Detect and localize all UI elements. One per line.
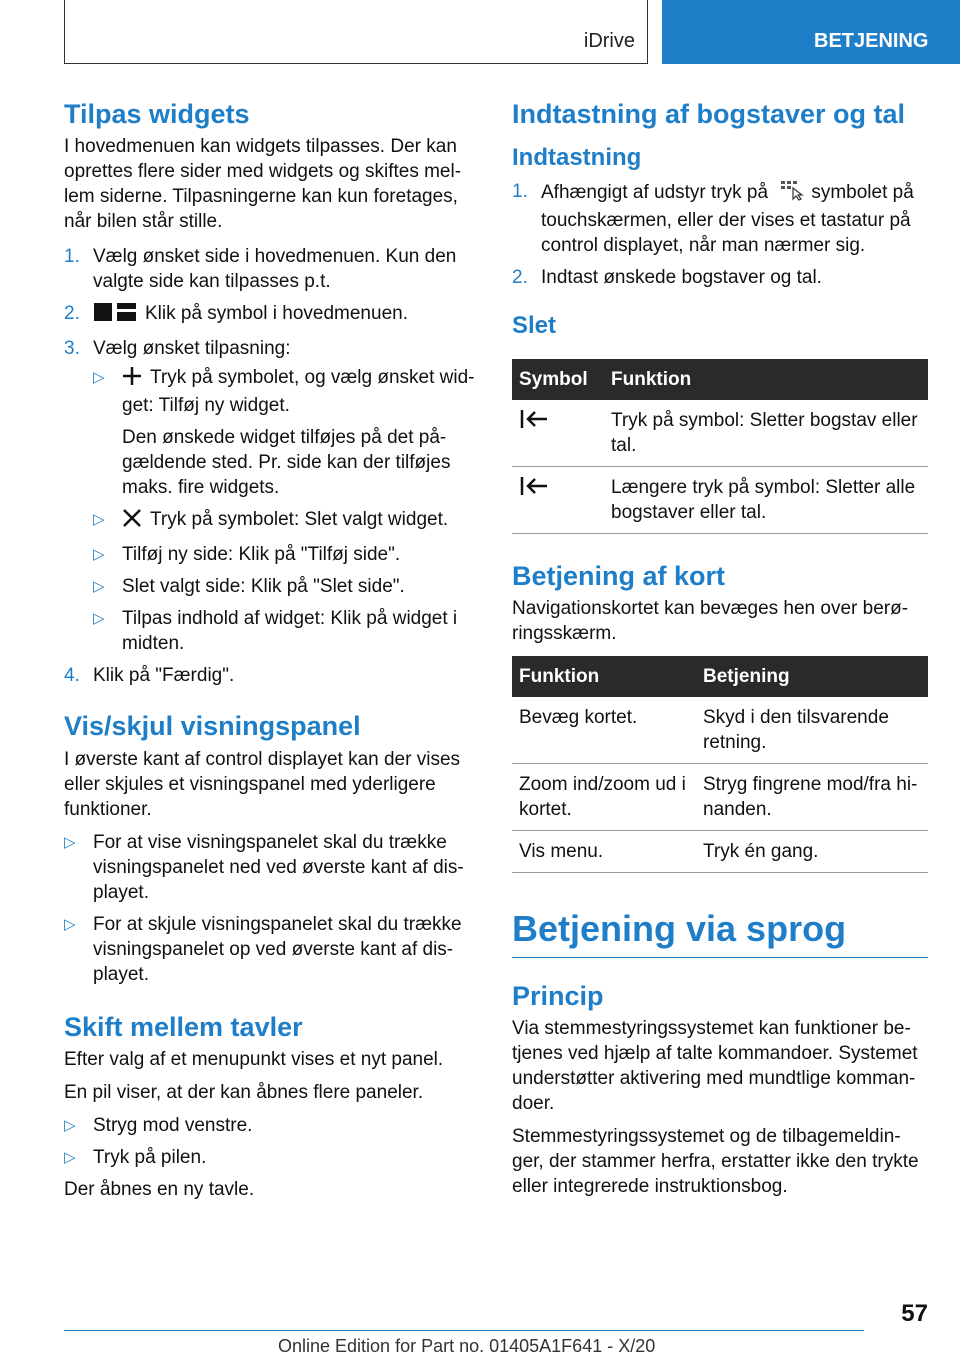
table-cell: Zoom ind/zoom ud i kortet.: [512, 764, 696, 831]
table-cell: Skyd i den tilsvarende retning.: [696, 697, 928, 764]
step-item: [64, 663, 478, 688]
option-text: Tilføj ny side: Klik på "Tilføj side".: [122, 544, 401, 566]
triangle-bullet-icon: ▷: [93, 578, 105, 596]
table-cell: Bevæg kortet.: [512, 697, 696, 764]
triangle-bullet-icon: ▷: [64, 1149, 76, 1167]
list-item: [93, 507, 478, 535]
intro-paragraph: I øverste kant af control displayet kan der vises eller skjules et visningspanel med yderligere funktioner.: [64, 748, 461, 820]
list-item: [64, 1113, 478, 1138]
table-header-cell: Funktion: [512, 656, 696, 697]
step-number: 4.: [64, 665, 80, 687]
chapter-title-betjening-via-sprog: Betjening via sprog: [512, 907, 928, 957]
table-cell: Tryk én gang.: [696, 831, 928, 873]
triangle-bullet-icon: ▷: [64, 915, 76, 933]
plus-icon: [122, 366, 142, 393]
step-text-pre: Afhængigt af udstyr tryk på: [541, 182, 769, 204]
section-title-skift-tavler: Skift mellem tavler: [64, 1011, 303, 1042]
header-box: [64, 0, 648, 64]
triangle-bullet-icon: ▷: [64, 1117, 76, 1135]
step-text: Vælg ønsket tilpasning:: [93, 338, 291, 360]
table-cell-function: Længere tryk på symbol: Sletter alle bogstaver eller tal.: [604, 466, 928, 533]
intro-paragraph: Navigationskortet kan bevæges hen over berø-ringsskærm.: [512, 598, 909, 645]
backspace-icon: [519, 481, 551, 502]
table-row: [512, 831, 928, 873]
option-note: Den ønskede widget tilføjes på det på-gældende sted. Pr. side kan der tilføjes maks. fire widgets.: [122, 427, 451, 499]
step-number: 1.: [64, 246, 80, 268]
triangle-bullet-icon: ▷: [64, 833, 76, 851]
step-text: Indtast ønskede bogstaver og tal.: [541, 267, 822, 289]
table-row: [512, 400, 928, 467]
intro-paragraph: I hovedmenuen kan widgets tilpasses. Der kan oprettes flere sider med widgets og skiftes mel-lem siderne. Tilpasningerne kan kun foretages, når bilen står stille.: [64, 136, 462, 233]
list-item: [93, 606, 478, 656]
step-number: 1.: [512, 181, 528, 203]
table-header-cell: Betjening: [696, 656, 928, 697]
triangle-bullet-icon: ▷: [93, 610, 105, 628]
step-text: Klik på symbol i hovedmenuen.: [145, 303, 408, 325]
table-row: [512, 697, 928, 764]
section-title-tilpas-widgets: Tilpas widgets: [64, 99, 250, 129]
list-item: [64, 1145, 478, 1170]
header-chapter-tab: BETJENING: [662, 0, 960, 64]
map-operation-table: [512, 656, 928, 873]
table-row: [512, 764, 928, 831]
close-icon: [122, 508, 142, 535]
section-title-princip: Princip: [512, 980, 604, 1011]
table-cell: Stryg fingrene mod/fra hi-nanden.: [696, 764, 928, 831]
table-header-row: [512, 359, 928, 400]
paragraph: Efter valg af et menupunkt vises et nyt panel.: [64, 1049, 444, 1071]
step-text-post: symbolet på touchskærmen, eller der vises et tastatur på control displayet, når man nærmer sig.: [541, 182, 914, 257]
customization-options: [93, 365, 478, 656]
table-cell-function: Tryk på symbol: Sletter bogstav eller tal.: [604, 400, 928, 467]
table-header-cell: Funktion: [604, 359, 928, 400]
layout-icon: [93, 302, 137, 329]
step-item: [64, 336, 478, 656]
list-item: [93, 542, 478, 567]
option-text: Slet valgt side: Klik på "Slet side".: [122, 576, 405, 598]
step-number: 2.: [512, 267, 528, 289]
bullet-text: Stryg mod venstre.: [93, 1115, 253, 1137]
section-title-indtastning: Indtastning af bogstaver og tal: [512, 99, 906, 129]
step-text: Klik på "Færdig".: [93, 665, 235, 687]
bullet-text: For at skjule visningspanelet skal du trække visningspanelet op ved øverste kant af dis-playet.: [93, 913, 462, 985]
paragraph: Stemmestyringssystemet og de tilbagemeldin-ger, der stammer herfra, erstatter ikke den trykte eller integrerede instruktionsbog.: [512, 1125, 919, 1197]
table-cell-symbol: [512, 466, 604, 533]
steps-list: [64, 244, 478, 688]
step-item: [512, 265, 928, 290]
bullet-text: For at vise visningspanelet skal du trække visningspanelet ned ved øverste kant af dis-playet.: [93, 831, 464, 903]
footer-edition-text: Online Edition for Part no. 01405A1F641 - X/20: [278, 1336, 656, 1356]
option-text: Tryk på symbolet, og vælg ønsket wid-get: Tilføj ny widget.: [122, 367, 475, 417]
table-header-cell: Symbol: [512, 359, 604, 400]
footer-divider: [64, 1330, 864, 1331]
right-column: [512, 98, 928, 1199]
section-title-betjening-kort: Betjening af kort: [512, 560, 726, 591]
subsection-title-slet: Slet: [512, 312, 557, 340]
triangle-bullet-icon: ▷: [93, 546, 105, 564]
paragraph: Der åbnes en ny tavle.: [64, 1179, 255, 1201]
section-title-vis-skjul: Vis/skjul visningspanel: [64, 711, 361, 742]
bullet-list: [64, 830, 478, 987]
step-number: 2.: [64, 303, 80, 325]
left-column: [64, 98, 478, 1202]
paragraph: En pil viser, at der kan åbnes flere paneler.: [64, 1082, 424, 1104]
bullet-list: [64, 1113, 478, 1170]
table-cell: Vis menu.: [512, 831, 696, 873]
bullet-text: Tryk på pilen.: [93, 1147, 207, 1169]
option-text: Tryk på symbolet: Slet valgt widget.: [150, 509, 449, 531]
paragraph: Via stemmestyringssystemet kan funktioner be-tjenes ved hjælp af talte kommandoer. Systemet understøtter aktivering med mundtlige komman-doer.: [512, 1017, 918, 1114]
backspace-icon: [519, 414, 551, 435]
header-section: iDrive: [583, 30, 635, 52]
page-number: 57: [901, 1300, 928, 1327]
step-item: [512, 179, 928, 258]
step-text: Vælg ønsket side i hovedmenuen. Kun den valgte side kan tilpasses p.t.: [93, 246, 457, 293]
step-item: [64, 301, 478, 329]
subsection-title-indtastning: Indtastning: [512, 144, 642, 172]
step-number: 3.: [64, 338, 80, 360]
list-item: [93, 574, 478, 599]
delete-table: [512, 359, 928, 534]
list-item: [64, 912, 478, 987]
list-item: [64, 830, 478, 905]
steps-list: [512, 179, 928, 290]
triangle-bullet-icon: ▷: [93, 369, 105, 387]
table-header-row: [512, 656, 928, 697]
step-item: [64, 244, 478, 294]
triangle-bullet-icon: ▷: [93, 511, 105, 529]
keyboard-hand-icon: [779, 179, 805, 208]
list-item: [93, 365, 478, 500]
table-cell-symbol: [512, 400, 604, 467]
table-row: [512, 466, 928, 533]
option-text: Tilpas indhold af widget: Klik på widget i midten.: [122, 608, 458, 655]
